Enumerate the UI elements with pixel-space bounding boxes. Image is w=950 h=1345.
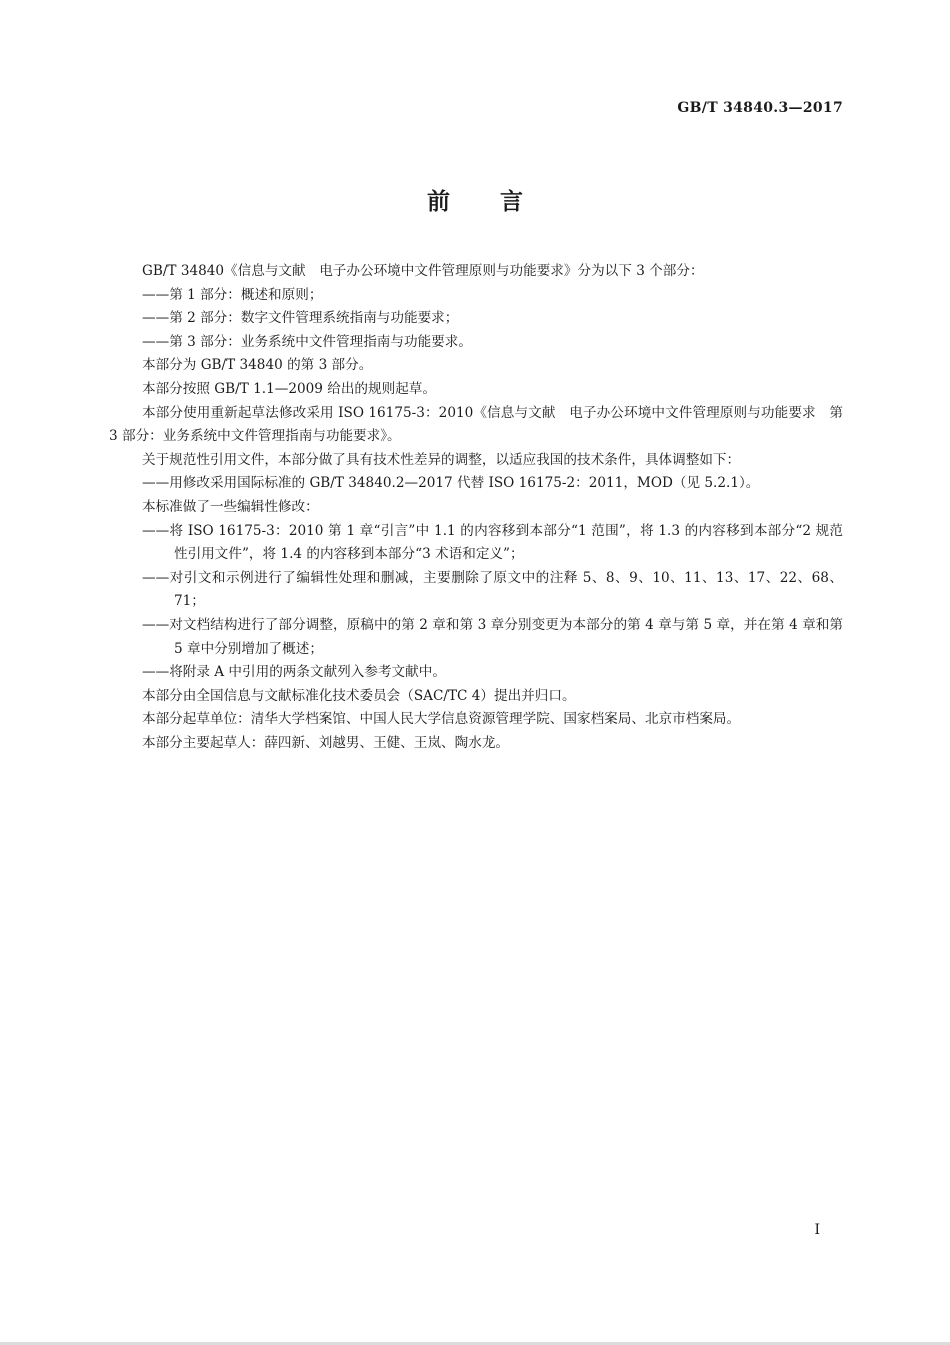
foreword-body: [109, 260, 843, 755]
list-item-part2: ——第 2 部分：数字文件管理系统指南与功能要求；: [142, 310, 459, 327]
list-item-editorial-2: ——对引文和示例进行了编辑性处理和删减，主要删除了原文中的注释 5、8、9、10、11、13、17、22、68、71；: [142, 569, 843, 610]
paragraph-part-of: 本部分为 GB/T 34840 的第 3 部分。: [142, 357, 373, 374]
list-item-editorial-4: ——将附录 A 中引用的两条文献列入参考文献中。: [142, 664, 446, 681]
page-title: [0, 183, 950, 216]
list-item-part1: ——第 1 部分：概述和原则；: [142, 286, 323, 303]
standard-number: GB/T 34840.3—2017: [677, 100, 843, 116]
page-number: I: [814, 1222, 820, 1238]
paragraph-editorial: 本标准做了一些编辑性修改：: [142, 498, 319, 515]
title-char-2: 言: [500, 188, 523, 215]
list-item-editorial-1: ——将 ISO 16175-3：2010 第 1 章“引言”中 1.1 的内容移到本部分“1 范围”，将 1.3 的内容移到本部分“2 规范性引用文件”，将 1.4 的内容移到本部分“3 术语和定义”；: [142, 522, 843, 563]
paragraph-drafting-units: 本部分起草单位：清华大学档案馆、中国人民大学信息资源管理学院、国家档案局、北京市档案局。: [142, 711, 741, 728]
paragraph-drafting-rules: 本部分按照 GB/T 1.1—2009 给出的规则起草。: [142, 380, 436, 397]
paragraph-intro: GB/T 34840《信息与文献 电子办公环境中文件管理原则与功能要求》分为以下 3 个部分：: [142, 263, 704, 279]
paragraph-drafters: 本部分主要起草人：薛四新、刘越男、王健、王岚、陶水龙。: [142, 734, 510, 751]
list-item-replacement: ——用修改采用国际标准的 GB/T 34840.2—2017 代替 ISO 16175-2：2011，MOD（见 5.2.1）。: [142, 475, 760, 492]
paragraph-normative-refs: 关于规范性引用文件，本部分做了具有技术性差异的调整，以适应我国的技术条件，具体调整如下：: [142, 451, 741, 468]
list-item-editorial-3: ——对文档结构进行了部分调整，原稿中的第 2 章和第 3 章分别变更为本部分的第 4 章与第 5 章，并在第 4 章和第 5 章中分别增加了概述；: [142, 616, 843, 657]
title-char-1: 前: [427, 188, 450, 215]
paragraph-adoption: 本部分使用重新起草法修改采用 ISO 16175-3：2010《信息与文献 电子办公环境中文件管理原则与功能要求 第 3 部分：业务系统中文件管理指南与功能要求》。: [109, 404, 843, 445]
paragraph-proposer: 本部分由全国信息与文献标准化技术委员会（SAC/TC 4）提出并归口。: [142, 687, 576, 704]
list-item-part3: ——第 3 部分：业务系统中文件管理指南与功能要求。: [142, 333, 472, 350]
